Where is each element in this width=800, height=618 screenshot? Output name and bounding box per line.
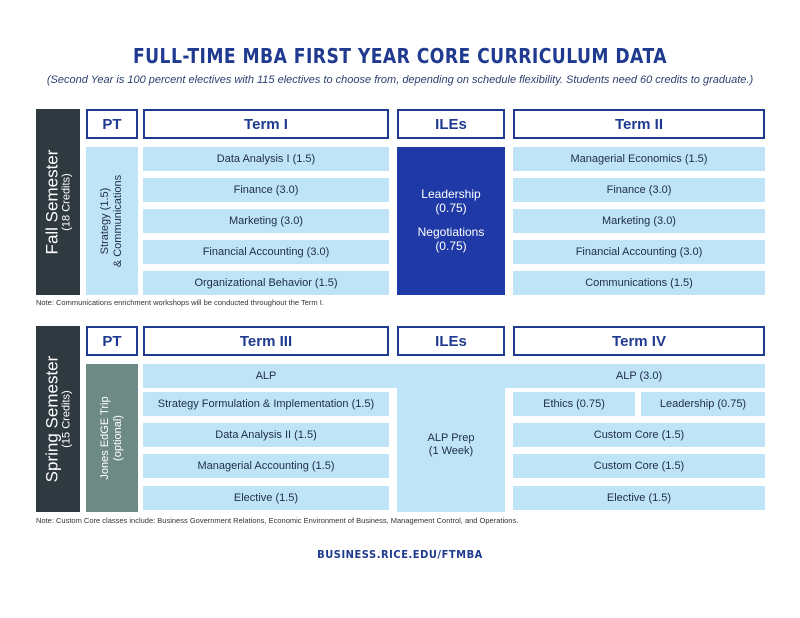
fall-pt-block bbox=[86, 147, 138, 295]
fall-iles-block bbox=[397, 147, 505, 295]
spring-semester-credits: (15 Credits) bbox=[60, 390, 73, 448]
fall-note: Note: Communications enrichment workshops will be conducted throughout the Term I. bbox=[36, 298, 324, 307]
spring-term-iv-ethics: Ethics (0.75) bbox=[513, 392, 635, 416]
fall-term-i-course: Organizational Behavior (1.5) bbox=[143, 271, 389, 295]
spring-term-iv-course: Custom Core (1.5) bbox=[513, 454, 765, 478]
spring-alp-left: ALP bbox=[255, 370, 277, 382]
fall-term-i-course: Finance (3.0) bbox=[143, 178, 389, 202]
page-subtitle: (Second Year is 100 percent electives with 115 electives to choose from, depending on schedule flexibility. Students need 60 credits to graduate.) bbox=[46, 74, 754, 86]
fall-header-pt: PT bbox=[86, 109, 138, 139]
fall-ile-leadership-credits: (0.75) bbox=[435, 201, 467, 216]
fall-semester-sidebar bbox=[36, 109, 80, 295]
spring-pt-line1: Jones EdGE Trip bbox=[98, 396, 111, 480]
fall-term-ii-course: Finance (3.0) bbox=[513, 178, 765, 202]
spring-term-iii-course: Elective (1.5) bbox=[143, 486, 389, 510]
fall-term-ii-course: Managerial Economics (1.5) bbox=[513, 147, 765, 171]
fall-term-ii-course: Communications (1.5) bbox=[513, 271, 765, 295]
spring-alp-right: ALP (3.0) bbox=[615, 370, 663, 382]
fall-term-i-course: Data Analysis I (1.5) bbox=[143, 147, 389, 171]
fall-term-ii-course: Marketing (3.0) bbox=[513, 209, 765, 233]
spring-header-term-iii: Term III bbox=[143, 326, 389, 356]
fall-ile-negotiations-credits: (0.75) bbox=[435, 238, 467, 253]
spring-term-iv-course: Elective (1.5) bbox=[513, 486, 765, 510]
spring-term-iii-course: Managerial Accounting (1.5) bbox=[143, 454, 389, 478]
page-title: FULL-TIME MBA FIRST YEAR CORE CURRICULUM DATA bbox=[132, 44, 668, 68]
fall-term-i-course: Marketing (3.0) bbox=[143, 209, 389, 233]
spring-header-term-iv: Term IV bbox=[513, 326, 765, 356]
fall-term-ii-course: Financial Accounting (3.0) bbox=[513, 240, 765, 264]
fall-header-iles: ILEs bbox=[397, 109, 505, 139]
footer-url[interactable]: BUSINESS.RICE.EDU/FTMBA bbox=[317, 548, 483, 561]
fall-pt-line2: & Communications bbox=[112, 174, 124, 268]
spring-term-iv-leadership: Leadership (0.75) bbox=[641, 392, 765, 416]
spring-pt-block bbox=[86, 364, 138, 512]
spring-note: Note: Custom Core classes include: Business Government Relations, Economic Environment of Business, Management Control, and Operations. bbox=[36, 516, 519, 525]
spring-iles-block bbox=[397, 364, 505, 512]
spring-term-iv-course: Custom Core (1.5) bbox=[513, 423, 765, 447]
fall-term-i-course: Financial Accounting (3.0) bbox=[143, 240, 389, 264]
spring-semester-label: Spring Semester bbox=[42, 355, 62, 483]
spring-term-iii-course: Strategy Formulation & Implementation (1.5) bbox=[143, 392, 389, 416]
fall-pt-line1: Strategy (1.5) bbox=[98, 187, 111, 255]
fall-ile-negotiations: Negotiations bbox=[417, 225, 485, 239]
fall-header-term-i: Term I bbox=[143, 109, 389, 139]
spring-semester-sidebar bbox=[36, 326, 80, 512]
spring-term-iii-course: Data Analysis II (1.5) bbox=[143, 423, 389, 447]
fall-ile-leadership: Leadership bbox=[421, 187, 481, 202]
spring-ile-alp-prep-duration: (1 Week) bbox=[428, 445, 474, 457]
fall-semester-label: Fall Semester bbox=[42, 149, 62, 255]
fall-header-term-ii: Term II bbox=[513, 109, 765, 139]
fall-semester-credits: (18 Credits) bbox=[60, 173, 73, 231]
spring-header-iles: ILEs bbox=[397, 326, 505, 356]
spring-pt-line2: (optional) bbox=[112, 415, 124, 461]
spring-ile-alp-prep: ALP Prep bbox=[427, 432, 475, 445]
spring-header-pt: PT bbox=[86, 326, 138, 356]
